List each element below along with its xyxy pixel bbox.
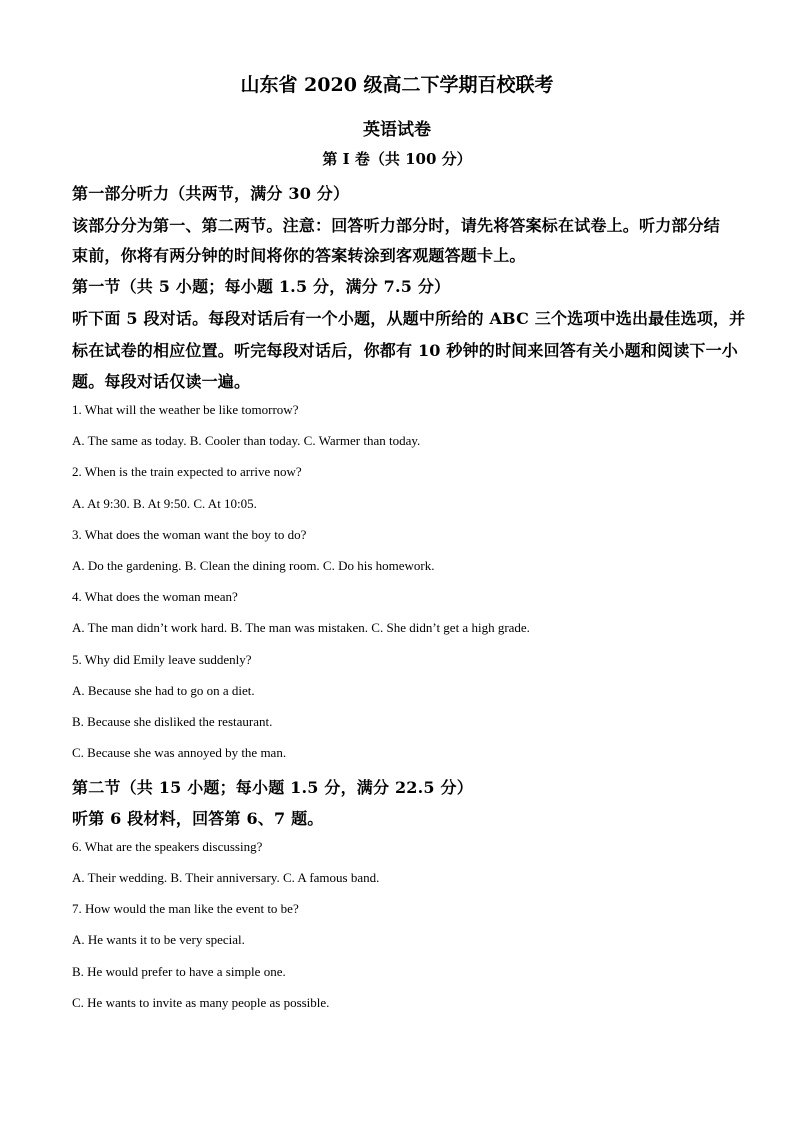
exam-title: 山东省 2020 级高二下学期百校联考 (240, 74, 554, 96)
question-2-options: A. At 9:30. B. At 9:50. C. At 10:05. (72, 496, 257, 511)
question-5-option-a: A. Because she had to go on a diet. (72, 683, 255, 698)
section1-instruction-line3: 题。每段对话仅读一遍。 (72, 372, 251, 391)
part1-heading: 第一部分听力（共两节，满分 30 分） (72, 184, 350, 203)
question-4: 4. What does the woman mean? (72, 589, 238, 604)
exam-subject: 英语试卷 (363, 120, 431, 140)
question-3-options: A. Do the gardening. B. Clean the dining room. C. Do his homework. (72, 558, 435, 573)
section1-instruction-line2: 标在试卷的相应位置。听完每段对话后，你都有 10 秒钟的时间来回答有关小题和阅读下一小 (72, 341, 739, 360)
part1-intro-line1: 该部分分为第一、第二两节。注意：回答听力部分时，请先将答案标在试卷上。听力部分结 (72, 216, 721, 235)
question-7-option-b: B. He would prefer to have a simple one. (72, 964, 286, 979)
question-4-options: A. The man didn’t work hard. B. The man was mistaken. C. She didn’t get a high grade. (72, 620, 530, 635)
question-5-option-c: C. Because she was annoyed by the man. (72, 745, 287, 760)
section1-heading: 第一节（共 5 小题；每小题 1.5 分，满分 7.5 分） (72, 277, 451, 296)
section2-heading: 第二节（共 15 小题；每小题 1.5 分，满分 22.5 分） (72, 778, 473, 797)
question-6-options: A. Their wedding. B. Their anniversary. C. A famous band. (72, 870, 380, 885)
question-1-options: A. The same as today. B. Cooler than today. C. Warmer than today. (72, 433, 421, 448)
question-7: 7. How would the man like the event to be? (72, 901, 299, 916)
section1-instruction-line1: 听下面 5 段对话。每段对话后有一个小题，从题中所给的 ABC 三个选项中选出最佳选项，并 (72, 309, 746, 328)
volume-heading: 第 I 卷（共 100 分） (322, 150, 472, 168)
question-2: 2. When is the train expected to arrive now? (72, 464, 302, 479)
question-6: 6. What are the speakers discussing? (72, 839, 263, 854)
question-7-option-c: C. He wants to invite as many people as possible. (72, 995, 330, 1010)
question-3: 3. What does the woman want the boy to do? (72, 527, 307, 542)
question-5: 5. Why did Emily leave suddenly? (72, 652, 252, 667)
part1-intro-line2: 束前，你将有两分钟的时间将你的答案转涂到客观题答题卡上。 (72, 246, 526, 265)
question-7-option-a: A. He wants it to be very special. (72, 932, 245, 947)
question-5-option-b: B. Because she disliked the restaurant. (72, 714, 273, 729)
question-1: 1. What will the weather be like tomorrow? (72, 402, 299, 417)
material-6-instruction: 听第 6 段材料，回答第 6、7 题。 (72, 809, 324, 828)
